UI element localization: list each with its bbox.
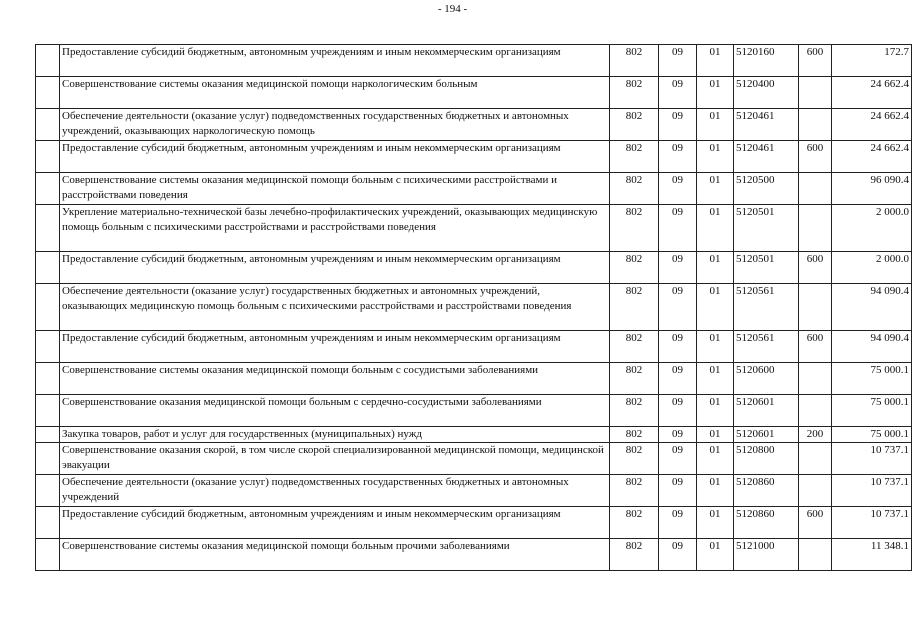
amount: 94 090.4	[832, 331, 912, 363]
row-margin-cell	[36, 427, 60, 443]
expense-type-code: 200	[799, 427, 832, 443]
section-code: 09	[659, 109, 697, 141]
ministry-code: 802	[610, 77, 659, 109]
amount: 10 737.1	[832, 443, 912, 475]
subsection-code: 01	[697, 331, 734, 363]
expense-type-code	[799, 363, 832, 395]
section-code: 09	[659, 507, 697, 539]
subsection-code: 01	[697, 45, 734, 77]
amount: 75 000.1	[832, 363, 912, 395]
row-description: Укрепление материально-технической базы лечебно-профилактических учреждений, оказывающих медицинскую помощь больным с психическими расстройствами и расстройствами поведения	[60, 205, 610, 252]
section-code: 09	[659, 427, 697, 443]
row-margin-cell	[36, 141, 60, 173]
row-margin-cell	[36, 363, 60, 395]
subsection-code: 01	[697, 252, 734, 284]
expense-type-code	[799, 443, 832, 475]
table-row	[36, 284, 912, 331]
target-article-code: 5120601	[734, 427, 799, 443]
ministry-code: 802	[610, 395, 659, 427]
table-row	[36, 173, 912, 205]
row-description: Предоставление субсидий бюджетным, автономным учреждениям и иным некоммерческим организациям	[60, 141, 610, 173]
row-description: Предоставление субсидий бюджетным, автономным учреждениям и иным некоммерческим организациям	[60, 507, 610, 539]
ministry-code: 802	[610, 363, 659, 395]
row-margin-cell	[36, 77, 60, 109]
amount: 94 090.4	[832, 284, 912, 331]
table-row	[36, 205, 912, 252]
section-code: 09	[659, 475, 697, 507]
row-margin-cell	[36, 395, 60, 427]
row-description: Обеспечение деятельности (оказание услуг) государственных бюджетных и автономных учреждений, оказывающих медицинскую помощь больным с психическими расстройствами и расстройствами поведения	[60, 284, 610, 331]
ministry-code: 802	[610, 539, 659, 571]
amount: 10 737.1	[832, 507, 912, 539]
amount: 10 737.1	[832, 475, 912, 507]
table-row	[36, 252, 912, 284]
target-article-code: 5120860	[734, 507, 799, 539]
ministry-code: 802	[610, 284, 659, 331]
amount: 75 000.1	[832, 395, 912, 427]
ministry-code: 802	[610, 173, 659, 205]
expense-type-code: 600	[799, 331, 832, 363]
subsection-code: 01	[697, 443, 734, 475]
row-description: Совершенствование оказания скорой, в том числе скорой специализированной медицинской помощи, медицинской эвакуации	[60, 443, 610, 475]
expense-type-code	[799, 539, 832, 571]
table-row	[36, 45, 912, 77]
row-margin-cell	[36, 252, 60, 284]
ministry-code: 802	[610, 141, 659, 173]
row-margin-cell	[36, 443, 60, 475]
target-article-code: 5121000	[734, 539, 799, 571]
section-code: 09	[659, 395, 697, 427]
table-row	[36, 475, 912, 507]
section-code: 09	[659, 363, 697, 395]
amount: 2 000.0	[832, 205, 912, 252]
budget-table	[35, 44, 912, 571]
subsection-code: 01	[697, 427, 734, 443]
expense-type-code	[799, 77, 832, 109]
target-article-code: 5120860	[734, 475, 799, 507]
amount: 24 662.4	[832, 141, 912, 173]
ministry-code: 802	[610, 427, 659, 443]
target-article-code: 5120501	[734, 205, 799, 252]
row-description: Совершенствование системы оказания медицинской помощи больным прочими заболеваниями	[60, 539, 610, 571]
ministry-code: 802	[610, 109, 659, 141]
ministry-code: 802	[610, 475, 659, 507]
row-margin-cell	[36, 539, 60, 571]
target-article-code: 5120461	[734, 141, 799, 173]
subsection-code: 01	[697, 539, 734, 571]
target-article-code: 5120461	[734, 109, 799, 141]
expense-type-code	[799, 109, 832, 141]
ministry-code: 802	[610, 443, 659, 475]
section-code: 09	[659, 205, 697, 252]
target-article-code: 5120500	[734, 173, 799, 205]
expense-type-code	[799, 284, 832, 331]
target-article-code: 5120400	[734, 77, 799, 109]
subsection-code: 01	[697, 507, 734, 539]
target-article-code: 5120601	[734, 395, 799, 427]
subsection-code: 01	[697, 77, 734, 109]
expense-type-code	[799, 395, 832, 427]
table-row	[36, 507, 912, 539]
section-code: 09	[659, 284, 697, 331]
table-row	[36, 443, 912, 475]
row-description: Предоставление субсидий бюджетным, автономным учреждениям и иным некоммерческим организациям	[60, 45, 610, 77]
amount: 75 000.1	[832, 427, 912, 443]
target-article-code: 5120600	[734, 363, 799, 395]
target-article-code: 5120160	[734, 45, 799, 77]
amount: 96 090.4	[832, 173, 912, 205]
table-row	[36, 539, 912, 571]
section-code: 09	[659, 252, 697, 284]
row-margin-cell	[36, 331, 60, 363]
subsection-code: 01	[697, 205, 734, 252]
amount: 24 662.4	[832, 77, 912, 109]
subsection-code: 01	[697, 173, 734, 205]
section-code: 09	[659, 173, 697, 205]
subsection-code: 01	[697, 109, 734, 141]
target-article-code: 5120561	[734, 331, 799, 363]
section-code: 09	[659, 331, 697, 363]
amount: 24 662.4	[832, 109, 912, 141]
target-article-code: 5120501	[734, 252, 799, 284]
row-description: Совершенствование системы оказания медицинской помощи больным с психическими расстройствами и расстройствами поведения	[60, 173, 610, 205]
table-row	[36, 141, 912, 173]
row-margin-cell	[36, 45, 60, 77]
subsection-code: 01	[697, 141, 734, 173]
amount: 11 348.1	[832, 539, 912, 571]
ministry-code: 802	[610, 205, 659, 252]
row-margin-cell	[36, 507, 60, 539]
expense-type-code: 600	[799, 507, 832, 539]
row-description: Совершенствование оказания медицинской помощи больным с сердечно-сосудистыми заболеваниями	[60, 395, 610, 427]
row-description: Закупка товаров, работ и услуг для государственных (муниципальных) нужд	[60, 427, 610, 443]
amount: 2 000.0	[832, 252, 912, 284]
page-number: - 194 -	[437, 3, 468, 15]
row-description: Обеспечение деятельности (оказание услуг) подведомственных государственных бюджетных и автономных учреждений, оказывающих наркологическую помощь	[60, 109, 610, 141]
expense-type-code	[799, 205, 832, 252]
subsection-code: 01	[697, 363, 734, 395]
expense-type-code: 600	[799, 141, 832, 173]
target-article-code: 5120800	[734, 443, 799, 475]
ministry-code: 802	[610, 252, 659, 284]
table-row	[36, 109, 912, 141]
section-code: 09	[659, 141, 697, 173]
row-description: Предоставление субсидий бюджетным, автономным учреждениям и иным некоммерческим организациям	[60, 331, 610, 363]
section-code: 09	[659, 45, 697, 77]
table-row	[36, 395, 912, 427]
table-row	[36, 363, 912, 395]
table-row	[36, 427, 912, 443]
amount: 172.7	[832, 45, 912, 77]
expense-type-code	[799, 173, 832, 205]
subsection-code: 01	[697, 284, 734, 331]
subsection-code: 01	[697, 395, 734, 427]
subsection-code: 01	[697, 475, 734, 507]
budget-table-body	[36, 45, 912, 571]
ministry-code: 802	[610, 331, 659, 363]
row-description: Обеспечение деятельности (оказание услуг) подведомственных государственных бюджетных и автономных учреждений	[60, 475, 610, 507]
row-margin-cell	[36, 475, 60, 507]
row-description: Предоставление субсидий бюджетным, автономным учреждениям и иным некоммерческим организациям	[60, 252, 610, 284]
expense-type-code	[799, 475, 832, 507]
table-row	[36, 77, 912, 109]
expense-type-code: 600	[799, 45, 832, 77]
ministry-code: 802	[610, 507, 659, 539]
row-margin-cell	[36, 205, 60, 252]
row-margin-cell	[36, 284, 60, 331]
section-code: 09	[659, 77, 697, 109]
row-margin-cell	[36, 173, 60, 205]
row-description: Совершенствование системы оказания медицинской помощи больным с сосудистыми заболеваниями	[60, 363, 610, 395]
ministry-code: 802	[610, 45, 659, 77]
table-row	[36, 331, 912, 363]
target-article-code: 5120561	[734, 284, 799, 331]
expense-type-code: 600	[799, 252, 832, 284]
section-code: 09	[659, 443, 697, 475]
row-description: Совершенствование системы оказания медицинской помощи наркологическим больным	[60, 77, 610, 109]
row-margin-cell	[36, 109, 60, 141]
section-code: 09	[659, 539, 697, 571]
